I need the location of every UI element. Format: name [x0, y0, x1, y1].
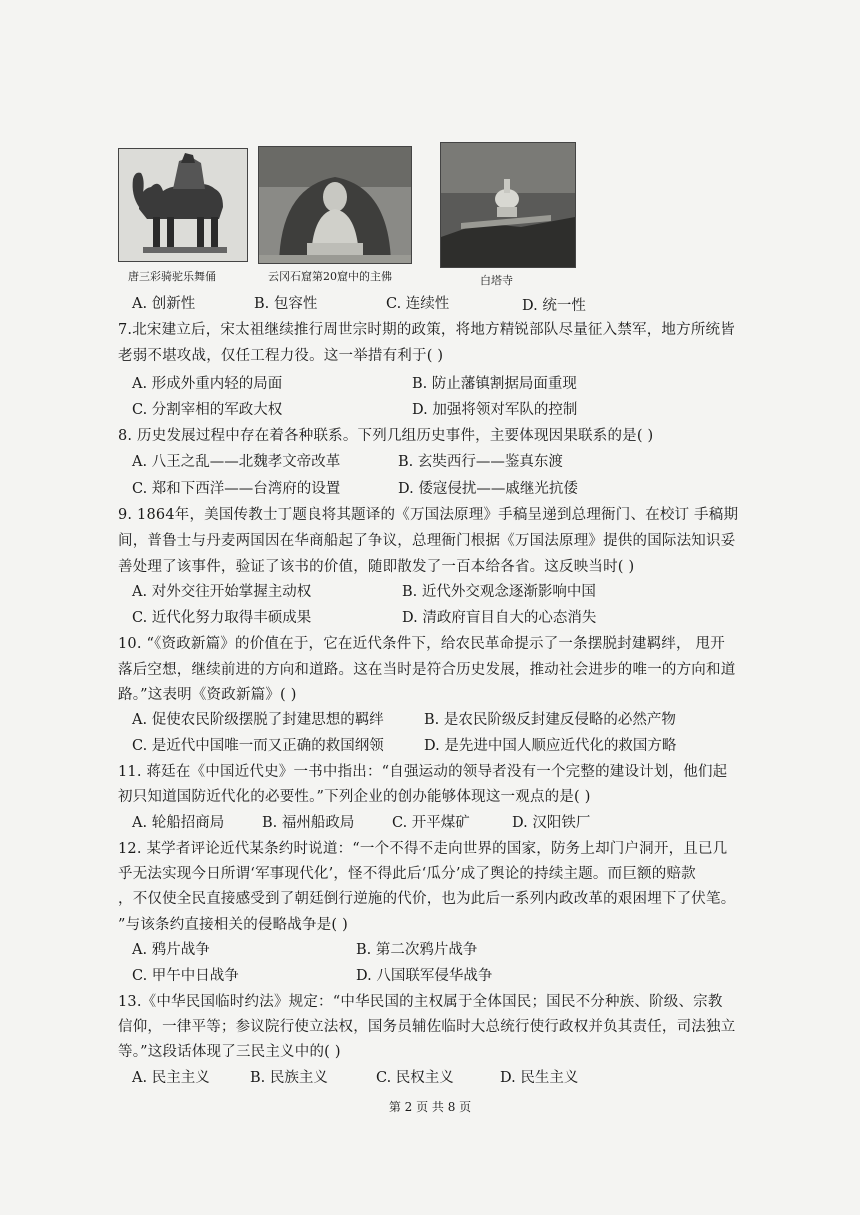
q6-option-d: D. 统一性 [522, 298, 586, 314]
q12-option-b: B. 第二次鸦片战争 [356, 942, 478, 958]
q9-stem-line: 9. 1864年，美国传教士丁题良将其题译的《万国法原理》手稿呈递到总理衙门、在校订 手稿期 [118, 507, 739, 523]
q12-option-a: A. 鸦片战争 [132, 942, 210, 958]
q12-option-d: D. 八国联军侵华战争 [356, 968, 493, 984]
q9-option-c: C. 近代化努力取得丰硕成果 [132, 610, 312, 626]
q13-option-d: D. 民生主义 [500, 1070, 579, 1086]
q13-option-a: A. 民主主义 [132, 1070, 210, 1086]
q13-stem-line: 信仰，一律平等；参议院行使立法权，国务员辅佐临时大总统行使行政权并负其责任，司法独立 [118, 1019, 736, 1035]
q10-stem-line: 10. “《资政新篇》的价值在于，它在近代条件下，给农民革命提示了一条摆脱封建羁绊， 甩开 [118, 636, 725, 652]
q9-option-d: D. 清政府盲目自大的心态消失 [402, 610, 597, 626]
q13-stem-line: 等。”这段话体现了三民主义中的( ) [118, 1044, 341, 1060]
q8-option-d: D. 倭寇侵扰——戚继光抗倭 [398, 481, 578, 497]
q7-option-b: B. 防止藩镇割据局面重现 [412, 376, 577, 392]
q13-option-c: C. 民权主义 [376, 1070, 454, 1086]
q9-option-b: B. 近代外交观念逐渐影响中国 [402, 584, 596, 600]
q10-option-a: A. 促使农民阶级摆脱了封建思想的羁绊 [132, 712, 384, 728]
q7-stem-line: 7.北宋建立后，宋太祖继续推行周世宗时期的政策，将地方精锐部队尽量征入禁军，地方所统皆 [118, 322, 735, 338]
q8-stem-line: 8. 历史发展过程中存在着各种联系。下列几组历史事件，主要体现因果联系的是( ) [118, 428, 654, 444]
q11-option-a: A. 轮船招商局 [132, 815, 225, 831]
q13-option-b: B. 民族主义 [250, 1070, 328, 1086]
q7-option-d: D. 加强将领对军队的控制 [412, 402, 578, 418]
q9-option-a: A. 对外交往开始掌握主动权 [132, 584, 312, 600]
q7-option-a: A. 形成外重内轻的局面 [132, 376, 283, 392]
q10-option-d: D. 是先进中国人顺应近代化的救国方略 [424, 738, 677, 754]
q12-stem-line: 乎无法实现今日所谓‘军事现代化’，怪不得此后‘瓜分’成了舆论的持续主题。而巨额的赔款 [118, 866, 696, 882]
yungang-buddha-image [258, 146, 412, 264]
q11-option-d: D. 汉阳铁厂 [512, 815, 591, 831]
q11-option-b: B. 福州船政局 [262, 815, 355, 831]
q7-option-c: C. 分割宰相的军政大权 [132, 402, 283, 418]
q6-option-c: C. 连续性 [386, 296, 450, 312]
q11-stem-line: 11. 蒋廷在《中国近代史》一书中指出：“自强运动的领导者没有一个完整的建设计划，他们起 [118, 764, 728, 780]
q6-option-b: B. 包容性 [254, 296, 318, 312]
q10-option-b: B. 是农民阶级反封建反侵略的必然产物 [424, 712, 676, 728]
image-caption: 唐三彩骑驼乐舞俑 [128, 270, 216, 283]
q6-option-a: A. 创新性 [132, 296, 196, 312]
q12-stem-line: 12. 某学者评论近代某条约时说道：“一个不得不走向世界的国家，防务上却门户洞开，且已几 [118, 841, 728, 857]
q12-stem-line: ，不仅使全民直接感受到了朝廷倒行逆施的代价，也为此后一系列内政改革的艰困埋下了伏笔。 [118, 891, 736, 907]
camel-figurine-image [118, 148, 248, 262]
q12-stem-line: ”与该条约直接相关的侵略战争是( ) [118, 917, 348, 933]
white-pagoda-image [440, 142, 576, 268]
q8-option-b: B. 玄奘西行——鉴真东渡 [398, 454, 563, 470]
q9-stem-line: 间，普鲁士与丹麦两国因在华商船起了争议，总理衙门根据《万国法原理》提供的国际法知识妥 [118, 533, 736, 549]
page-number-footer: 第 2 页 共 8 页 [388, 1100, 472, 1114]
q7-stem-line: 老弱不堪攻战，仅任工程力役。这一举措有利于( ) [118, 348, 444, 364]
image-caption: 云冈石窟第20窟中的主佛 [268, 270, 392, 283]
q8-option-a: A. 八王之乱——北魏孝文帝改革 [132, 454, 341, 470]
q10-stem-line: 落后空想，继续前进的方向和道路。这在当时是符合历史发展，推动社会进步的唯一的方向和道 [118, 662, 736, 678]
q8-option-c: C. 郑和下西洋——台湾府的设置 [132, 481, 341, 497]
q13-stem-line: 13.《中华民国临时约法》规定：“中华民国的主权属于全体国民；国民不分种族、阶级、宗教 [118, 994, 723, 1010]
q11-option-c: C. 开平煤矿 [392, 815, 470, 831]
q10-stem-line: 路。”这表明《资政新篇》( ) [118, 687, 297, 703]
q9-stem-line: 善处理了该事件，验证了该书的价值，随即散发了一百本给各省。这反映当时( ) [118, 559, 635, 575]
q12-option-c: C. 甲午中日战争 [132, 968, 239, 984]
q11-stem-line: 初只知道国防近代化的必要性。”下列企业的创办能够体现这一观点的是( ) [118, 789, 591, 805]
image-caption: 白塔寺 [480, 274, 513, 287]
q10-option-c: C. 是近代中国唯一而又正确的救国纲领 [132, 738, 384, 754]
